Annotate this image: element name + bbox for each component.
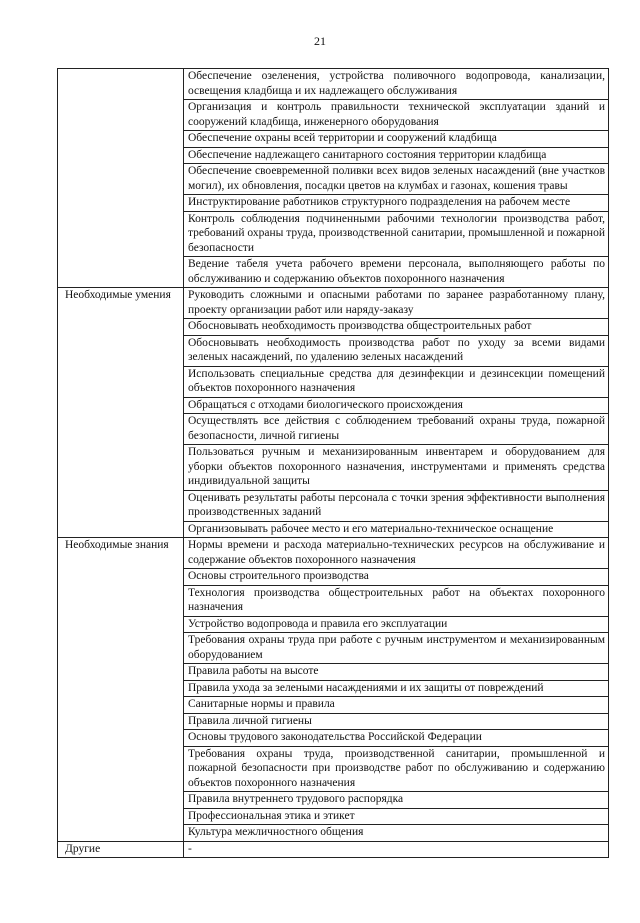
requirement-item: Использовать специальные средства для дезинфекции и дезинсекции помещений объектов похоронного назначения: [184, 366, 609, 397]
requirement-item: Обеспечение охраны всей территории и сооружений кладбища: [184, 131, 609, 148]
requirement-item: Обращаться с отходами биологического происхождения: [184, 397, 609, 414]
requirement-item: Санитарные нормы и правила: [184, 697, 609, 714]
requirement-item: Правила внутреннего трудового распорядка: [184, 792, 609, 809]
requirement-item: Обеспечение надлежащего санитарного состояния территории кладбища: [184, 147, 609, 164]
requirement-item: Основы строительного производства: [184, 569, 609, 586]
requirement-item: Нормы времени и расхода материально-технических ресурсов на обслуживание и содержание объектов похоронного назначения: [184, 538, 609, 569]
requirement-item: Культура межличностного общения: [184, 825, 609, 842]
table-row: [58, 69, 609, 100]
requirement-item: Оценивать результаты работы персонала с точки зрения эффективности выполнения производственных заданий: [184, 490, 609, 521]
requirement-item: Организация и контроль правильности технической эксплуатации зданий и сооружений кладбища, инженерного оборудования: [184, 100, 609, 131]
table-row: [58, 841, 609, 858]
requirement-item: -: [184, 841, 609, 858]
page-number: 21: [314, 34, 326, 48]
requirement-item: Обеспечение своевременной поливки всех видов зеленых насаждений (вне участков могил), их обновления, посадки цветов на клумбах и газонах, кошения травы: [184, 164, 609, 195]
requirement-item: Осуществлять все действия с соблюдением требований охраны труда, пожарной безопасности, личной гигиены: [184, 414, 609, 445]
requirement-item: Пользоваться ручным и механизированным инвентарем и оборудованием для уборки объектов похоронного назначения, инструментами и применять средства индивидуальной защиты: [184, 445, 609, 491]
requirement-item: Требования охраны труда при работе с ручным инструментом и механизированным оборудованием: [184, 633, 609, 664]
section-heading: Необходимые знания: [58, 538, 184, 842]
requirement-item: Технология производства общестроительных работ на объектах похоронного назначения: [184, 585, 609, 616]
requirement-item: Профессиональная этика и этикет: [184, 808, 609, 825]
requirement-item: Правила ухода за зелеными насаждениями и их защиты от повреждений: [184, 680, 609, 697]
requirement-item: Правила личной гигиены: [184, 713, 609, 730]
requirement-item: Инструктирование работников структурного подразделения на рабочем месте: [184, 195, 609, 212]
section-heading: Необходимые умения: [58, 288, 184, 538]
requirement-item: Обосновывать необходимость производства общестроительных работ: [184, 319, 609, 336]
requirement-item: Обосновывать необходимость производства работ по уходу за всеми видами зеленых насаждений, по удалению зеленых насаждений: [184, 335, 609, 366]
section-heading: [58, 69, 184, 288]
requirement-item: Правила работы на высоте: [184, 664, 609, 681]
requirements-table: [57, 68, 609, 858]
requirement-item: Организовывать рабочее место и его материально-техническое оснащение: [184, 521, 609, 538]
requirement-item: Требования охраны труда, производственной санитарии, промышленной и пожарной безопасности при производстве работ по обслуживанию и содержанию объектов похоронного назначения: [184, 746, 609, 792]
section-heading: Другие: [58, 841, 184, 858]
requirement-item: Основы трудового законодательства Российской Федерации: [184, 730, 609, 747]
requirement-item: Руководить сложными и опасными работами по заранее разработанному плану, проекту организации работ или наряду-заказу: [184, 288, 609, 319]
requirement-item: Контроль соблюдения подчиненными рабочими технологии производства работ, требований охраны труда, производственной санитарии, промышленной и пожарной безопасности: [184, 211, 609, 257]
requirement-item: Ведение табеля учета рабочего времени персонала, выполняющего работы по обслуживанию и содержанию объектов похоронного назначения: [184, 257, 609, 288]
table-row: [58, 538, 609, 569]
table-row: [58, 288, 609, 319]
requirement-item: Устройство водопровода и правила его эксплуатации: [184, 616, 609, 633]
requirement-item: Обеспечение озеленения, устройства поливочного водопровода, канализации, освещения кладбища и их надлежащего обслуживания: [184, 69, 609, 100]
requirements-body: [58, 69, 609, 858]
